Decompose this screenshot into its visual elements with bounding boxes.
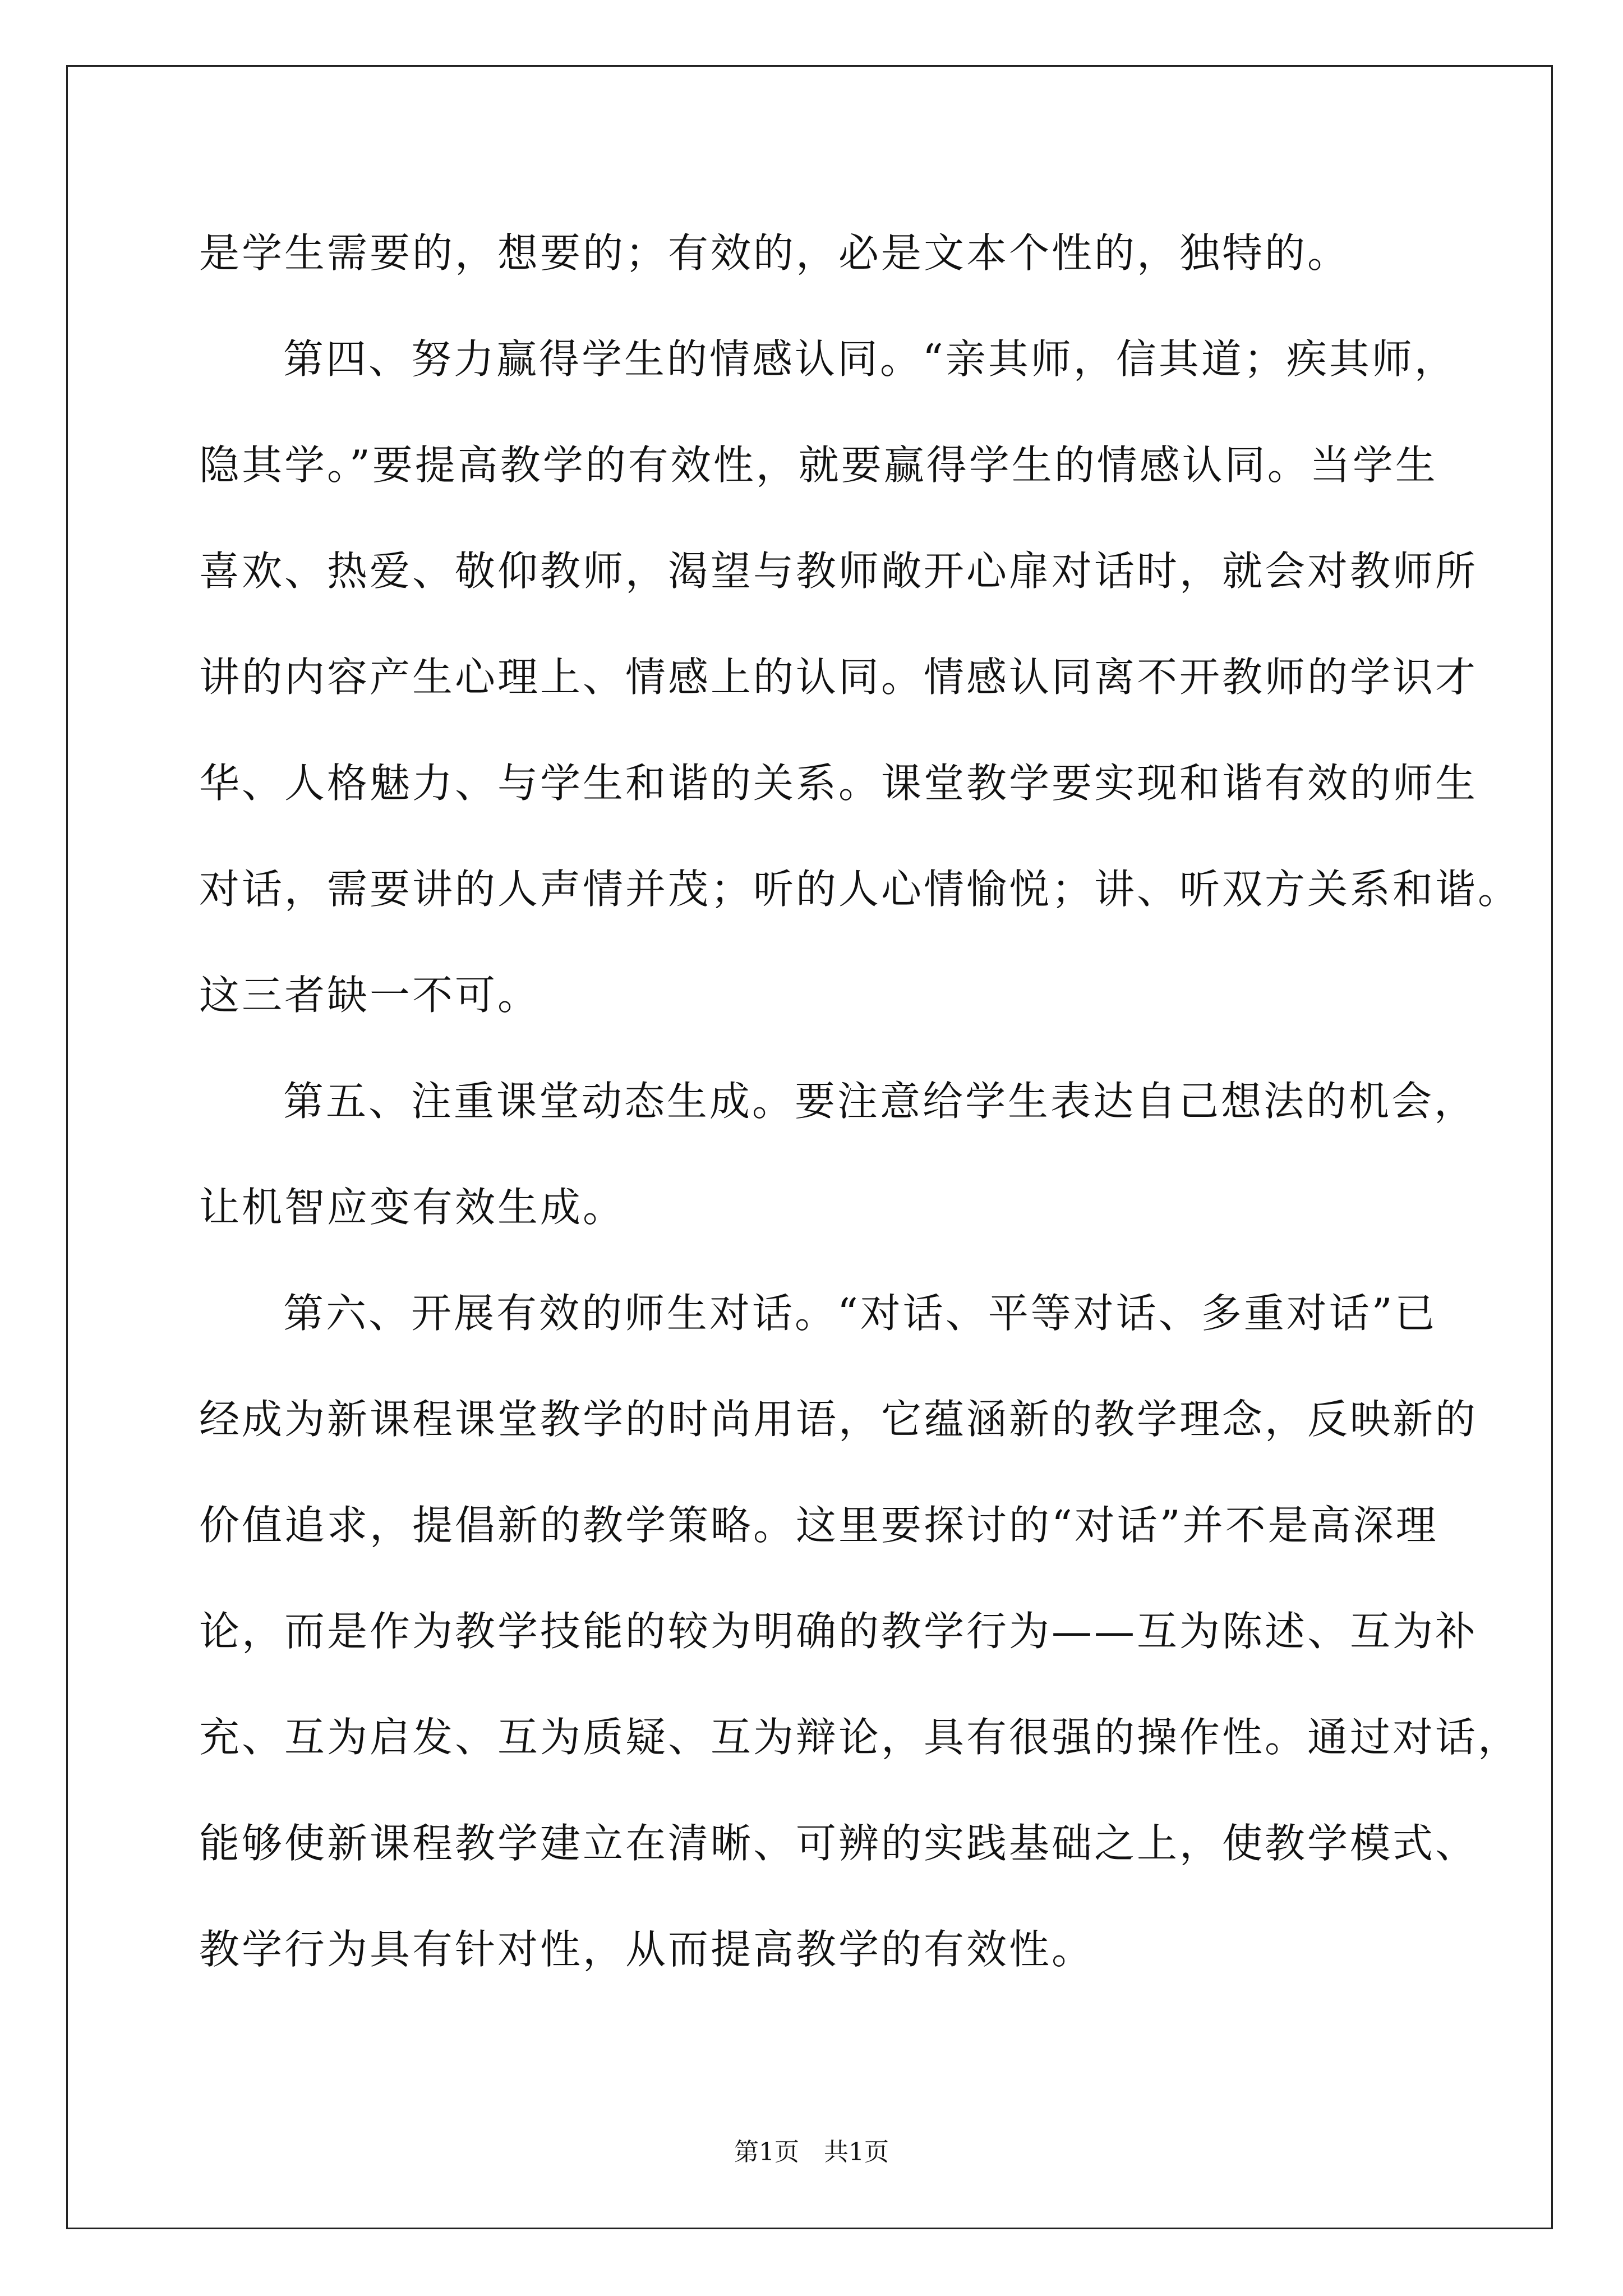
text-line-8: 这三者缺一不可。 xyxy=(199,972,541,1019)
text-line-17: 教学行为具有针对性，从而提高教学的有效性。 xyxy=(199,1926,1095,1973)
text-line-1: 是学生需要的，想要的；有效的，必是文本个性的，独特的。 xyxy=(199,229,1350,277)
text-line-16: 能够使新课程教学建立在清晰、可辨的实践基础之上，使教学模式、 xyxy=(199,1820,1478,1867)
text-line-15: 充、互为启发、互为质疑、互为辩论，具有很强的操作性。通过对话， xyxy=(199,1714,1521,1761)
text-line-14: 论，而是作为教学技能的较为明确的教学行为——互为陈述、互为补 xyxy=(199,1608,1478,1655)
text-line-7: 对话，需要讲的人声情并茂；听的人心情愉悦；讲、听双方关系和谐。 xyxy=(199,866,1521,913)
text-line-10: 让机智应变有效生成。 xyxy=(199,1184,626,1231)
text-line-13: 价值追求，提倡新的教学策略。这里要探讨的“对话”并不是高深理 xyxy=(199,1502,1438,1549)
text-line-3: 隐其学。”要提高教学的有效性，就要赢得学生的情感认同。当学生 xyxy=(199,441,1438,489)
text-line-11: 第六、开展有效的师生对话。“对话、平等对话、多重对话”已 xyxy=(283,1290,1437,1337)
text-line-2: 第四、努力赢得学生的情感认同。“亲其师，信其道；疾其师， xyxy=(283,335,1457,383)
text-line-9: 第五、注重课堂动态生成。要注意给学生表达自己想法的机会， xyxy=(283,1078,1477,1125)
page-border xyxy=(66,65,1553,2229)
text-line-6: 华、人格魅力、与学生和谐的关系。课堂教学要实现和谐有效的师生 xyxy=(199,760,1478,807)
text-line-12: 经成为新课程课堂教学的时尚用语，它蕴涵新的教学理念，反映新的 xyxy=(199,1396,1478,1443)
text-line-5: 讲的内容产生心理上、情感上的认同。情感认同离不开教师的学识才 xyxy=(199,654,1478,701)
page-footer: 第1页 共1页 xyxy=(734,2138,889,2166)
text-line-4: 喜欢、热爱、敬仰教师，渴望与教师敞开心扉对话时，就会对教师所 xyxy=(199,547,1478,595)
